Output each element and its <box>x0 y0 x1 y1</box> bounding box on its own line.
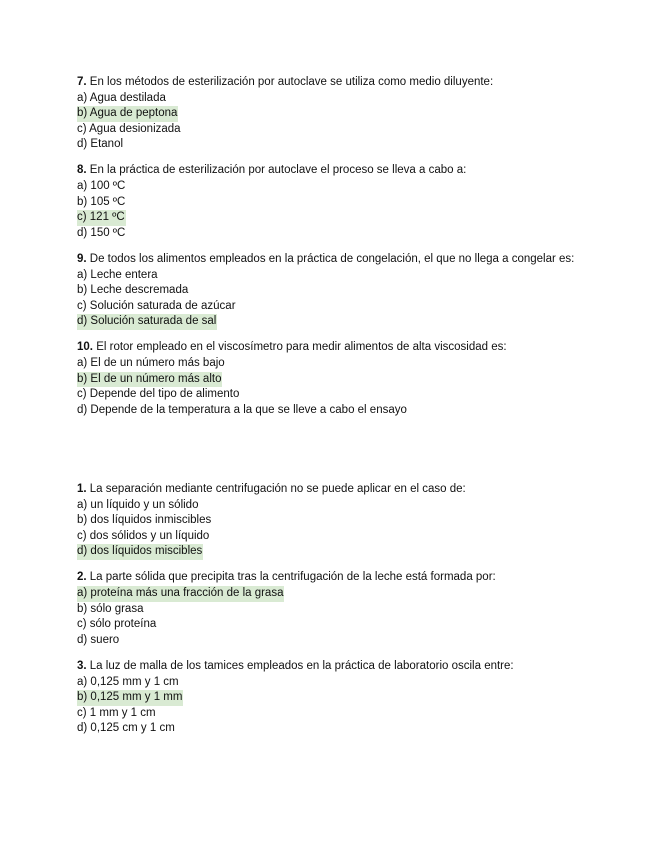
question-text: En los métodos de esterilización por autoclave se utiliza como medio diluyente: <box>86 76 494 88</box>
option-text: a) 100 ºC <box>77 180 126 193</box>
option-a-correct <box>77 586 577 602</box>
question-number: 9. <box>77 252 87 265</box>
option-text: c) 1 mm y 1 cm <box>77 706 156 719</box>
question-10 <box>77 340 577 418</box>
option-c <box>77 529 577 545</box>
option-c <box>77 617 577 633</box>
question-stem <box>77 482 577 498</box>
option-text: d) Solución saturada de sal <box>77 314 217 330</box>
option-text: c) dos sólidos y un líquido <box>77 529 210 542</box>
option-c <box>77 387 577 403</box>
option-text: b) dos líquidos inmiscibles <box>77 514 212 527</box>
question-2 <box>77 570 577 648</box>
question-text: De todos los alimentos empleados en la práctica de congelación, el que no llega a congelar es: <box>86 252 575 265</box>
option-c <box>77 299 577 315</box>
question-text: La parte sólida que precipita tras la centrifugación de la leche está formada por: <box>86 571 496 584</box>
option-text: a) El de un número más bajo <box>77 357 225 369</box>
question-stem <box>77 570 577 586</box>
option-text: c) Agua desionizada <box>77 122 181 135</box>
option-text: c) 121 ºC <box>77 210 126 226</box>
option-text: d) suero <box>77 633 120 646</box>
question-3 <box>77 659 577 737</box>
option-text: b) 0,125 mm y 1 mm <box>77 690 183 706</box>
option-d <box>77 403 577 419</box>
option-d <box>77 137 577 153</box>
option-text: a) Agua destilada <box>77 91 166 104</box>
option-text: d) 0,125 cm y 1 cm <box>77 722 175 735</box>
option-text: b) Agua de peptona <box>77 106 178 122</box>
option-text: a) un líquido y un sólido <box>77 498 199 511</box>
question-group-b <box>77 482 577 747</box>
option-text: c) Depende del tipo de alimento <box>77 388 240 401</box>
question-7 <box>77 75 577 153</box>
option-text: d) Depende de la temperatura a la que se lleve a cabo el ensayo <box>77 403 407 416</box>
option-d-correct <box>77 544 577 560</box>
option-text: d) Etanol <box>77 138 124 151</box>
option-a <box>77 91 577 107</box>
option-text: d) dos líquidos miscibles <box>77 544 203 560</box>
option-d <box>77 226 577 242</box>
option-a <box>77 268 577 284</box>
option-c <box>77 706 577 722</box>
option-b <box>77 513 577 529</box>
question-number: 1. <box>77 483 87 495</box>
question-text: El rotor empleado en el viscosímetro para medir alimentos de alta viscosidad es: <box>93 341 507 354</box>
question-group-a <box>77 75 577 429</box>
question-8 <box>77 163 577 241</box>
option-text: d) 150 ºC <box>77 226 126 239</box>
option-c <box>77 122 577 138</box>
option-b-correct <box>77 106 577 122</box>
question-1 <box>77 482 577 560</box>
option-text: b) El de un número más alto <box>77 372 222 388</box>
option-text: b) 105 ºC <box>77 195 126 208</box>
option-d <box>77 721 577 737</box>
option-b <box>77 195 577 211</box>
option-c-correct <box>77 210 577 226</box>
option-a <box>77 675 577 691</box>
question-text: La separación mediante centrifugación no se puede aplicar en el caso de: <box>86 483 466 495</box>
question-text: En la práctica de esterilización por autoclave el proceso se lleva a cabo a: <box>86 164 467 177</box>
option-text: a) Leche entera <box>77 268 158 281</box>
option-a <box>77 356 577 372</box>
question-9 <box>77 252 577 330</box>
option-d <box>77 633 577 649</box>
question-number: 8. <box>77 164 87 177</box>
option-a <box>77 498 577 514</box>
question-stem <box>77 163 577 179</box>
option-b <box>77 602 577 618</box>
option-b-correct <box>77 372 577 388</box>
question-number: 2. <box>77 571 87 584</box>
option-text: c) sólo proteína <box>77 618 157 631</box>
option-text: c) Solución saturada de azúcar <box>77 299 236 312</box>
option-text: a) 0,125 mm y 1 cm <box>77 675 179 688</box>
option-a <box>77 179 577 195</box>
question-stem <box>77 75 577 91</box>
option-d-correct <box>77 314 577 330</box>
question-text: La luz de malla de los tamices empleados en la práctica de laboratorio oscila entre: <box>86 659 514 672</box>
option-b-correct <box>77 690 577 706</box>
option-text: a) proteína más una fracción de la grasa <box>77 586 284 602</box>
question-number: 3. <box>77 659 87 672</box>
question-stem <box>77 252 577 268</box>
question-number: 10. <box>77 341 93 354</box>
option-b <box>77 283 577 299</box>
question-stem <box>77 340 577 356</box>
question-number: 7. <box>77 76 87 88</box>
option-text: b) sólo grasa <box>77 602 144 615</box>
question-stem <box>77 659 577 675</box>
option-text: b) Leche descremada <box>77 284 189 297</box>
